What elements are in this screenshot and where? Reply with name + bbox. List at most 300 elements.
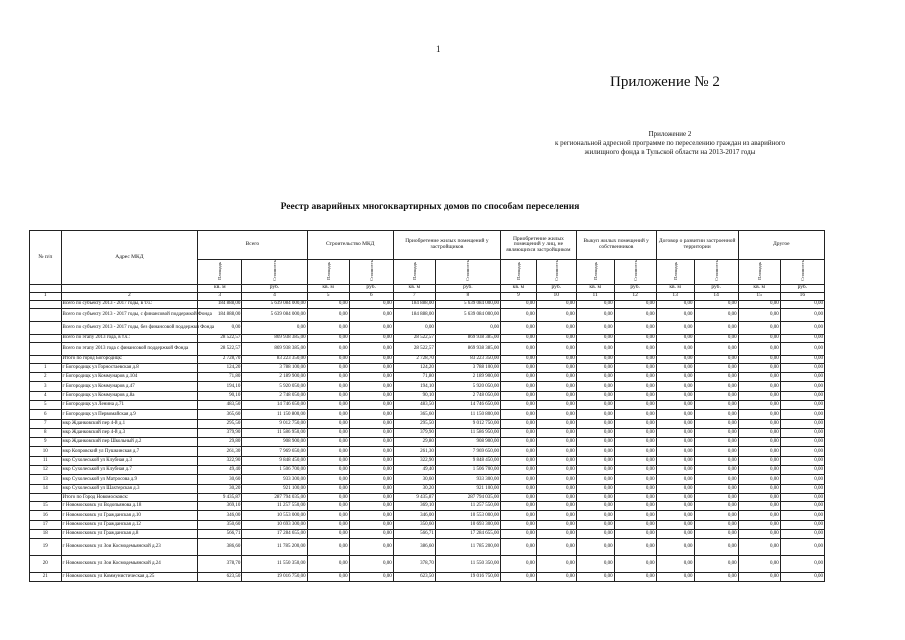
header-unit-area: кв. м <box>576 284 614 292</box>
cell-area: 0,00 <box>501 382 537 391</box>
summary-row <box>30 321 825 334</box>
header-row-groups <box>30 231 825 260</box>
cell-area: 0,00 <box>501 539 537 556</box>
row-address: Итого по Город Новомосковск: <box>61 493 198 501</box>
cell-area: 0,00 <box>501 321 537 334</box>
column-number: 5 <box>307 292 349 300</box>
header-group-purchase-others: Приобретение жилых помещений у лиц, не являющихся застройщиком <box>501 231 577 260</box>
cell-cost: 0,00 <box>694 539 738 556</box>
cell-area: 0,00 <box>576 484 614 493</box>
cell-cost: 0,00 <box>536 573 576 582</box>
table-row <box>30 573 825 582</box>
cell-cost: 0,00 <box>349 529 393 538</box>
cell-cost: 1 506 700,00 <box>435 466 500 475</box>
cell-area: 350,60 <box>198 520 242 529</box>
cell-cost: 0,00 <box>780 382 824 391</box>
cell-area: 0,00 <box>576 355 614 363</box>
appendix-subtitle-line: жилищного фонда в Тульской области на 2013-2017 годы <box>584 148 756 156</box>
cell-area: 0,00 <box>738 475 780 484</box>
cell-cost: 0,00 <box>614 342 656 355</box>
cell-cost: 0,00 <box>614 466 656 475</box>
cell-area: 623,50 <box>393 573 435 582</box>
cell-cost: 0,00 <box>349 511 393 520</box>
cell-cost: 0,00 <box>435 321 500 334</box>
header-unit-area: кв. м <box>307 284 349 292</box>
cell-cost: 0,00 <box>349 493 393 501</box>
cell-cost: 933 300,00 <box>242 475 307 484</box>
cell-cost: 14 746 650,00 <box>435 400 500 409</box>
row-number <box>30 342 62 355</box>
cell-cost: 83 223 350,00 <box>435 355 500 363</box>
row-address: г Богородицк ул Ленина д.71 <box>61 400 198 409</box>
cell-area: 322,90 <box>393 456 435 465</box>
cell-cost: 0,00 <box>780 573 824 582</box>
header-area-label: Площадь <box>515 261 521 280</box>
cell-area: 386,60 <box>198 539 242 556</box>
cell-area: 0,00 <box>501 355 537 363</box>
row-number: 1 <box>30 363 62 372</box>
cell-area: 0,00 <box>656 501 694 510</box>
row-number: 18 <box>30 529 62 538</box>
cell-cost: 2 748 050,00 <box>435 391 500 400</box>
cell-area: 49,40 <box>198 466 242 475</box>
cell-area: 0,00 <box>576 447 614 456</box>
row-address: г Богородицк ул Первомайская д.9 <box>61 410 198 419</box>
row-address: г Новомосковск ул Гражданская д.12 <box>61 520 198 529</box>
cell-cost: 9 848 450,00 <box>435 456 500 465</box>
cell-area: 0,00 <box>307 308 349 321</box>
cell-area: 0,00 <box>656 321 694 334</box>
cell-cost: 0,00 <box>614 573 656 582</box>
cell-cost: 3 788 100,00 <box>242 363 307 372</box>
cell-cost: 5 639 084 000,00 <box>435 300 500 308</box>
cell-area: 0,00 <box>501 466 537 475</box>
cell-area: 0,00 <box>501 484 537 493</box>
cell-cost: 2 189 900,00 <box>435 373 500 382</box>
header-area <box>198 260 242 285</box>
cell-area: 2 728,70 <box>198 355 242 363</box>
cell-area: 0,00 <box>501 342 537 355</box>
cell-area: 0,00 <box>576 363 614 372</box>
cell-cost: 0,00 <box>536 391 576 400</box>
row-number: 19 <box>30 539 62 556</box>
cell-area: 0,00 <box>738 511 780 520</box>
cell-cost: 0,00 <box>349 373 393 382</box>
cell-area: 0,00 <box>738 382 780 391</box>
row-address: г Новомосковск ул Водопьянова д.18 <box>61 501 198 510</box>
cell-area: 0,00 <box>307 438 349 447</box>
cell-area: 0,00 <box>656 573 694 582</box>
cell-area: 350,60 <box>393 520 435 529</box>
cell-cost: 9 012 750,00 <box>435 419 500 428</box>
cell-cost: 0,00 <box>536 410 576 419</box>
column-number: 12 <box>614 292 656 300</box>
cell-area: 0,00 <box>576 428 614 437</box>
cell-cost: 3 788 100,00 <box>435 363 500 372</box>
cell-cost: 5 639 084 000,00 <box>435 308 500 321</box>
cell-area: 0,00 <box>738 334 780 342</box>
cell-cost: 0,00 <box>614 391 656 400</box>
cell-cost: 0,00 <box>694 573 738 582</box>
cell-area: 29,80 <box>393 438 435 447</box>
cell-cost: 17 284 655,00 <box>435 529 500 538</box>
cell-area: 0,00 <box>738 410 780 419</box>
cell-area: 0,00 <box>307 373 349 382</box>
header-area <box>393 260 435 285</box>
cell-area: 0,00 <box>738 428 780 437</box>
cell-area: 0,00 <box>501 419 537 428</box>
cell-area: 0,00 <box>656 520 694 529</box>
cell-cost: 0,00 <box>694 484 738 493</box>
header-unit-cost: руб. <box>536 284 576 292</box>
table-row <box>30 456 825 465</box>
cell-cost: 0,00 <box>614 456 656 465</box>
cell-cost: 0,00 <box>614 355 656 363</box>
table-row <box>30 438 825 447</box>
cell-cost: 0,00 <box>349 456 393 465</box>
column-number: 3 <box>198 292 242 300</box>
table-row <box>30 484 825 493</box>
summary-row <box>30 308 825 321</box>
row-number <box>30 308 62 321</box>
cell-area: 0,00 <box>656 438 694 447</box>
header-row-units <box>30 284 825 292</box>
row-address: г Новомосковск ул Гражданская д.8 <box>61 529 198 538</box>
table-row <box>30 410 825 419</box>
header-unit-blank <box>61 284 198 292</box>
column-number: 10 <box>536 292 576 300</box>
row-address: мкр Сухолеськой ул Клубная д.7 <box>61 466 198 475</box>
cell-cost: 0,00 <box>780 373 824 382</box>
cell-cost: 0,00 <box>780 363 824 372</box>
header-group-total: Всего <box>198 231 307 260</box>
cell-area: 0,00 <box>307 334 349 342</box>
cell-area: 0,00 <box>501 556 537 573</box>
row-number: 7 <box>30 419 62 428</box>
cell-area: 0,00 <box>501 511 537 520</box>
header-cost <box>242 260 307 285</box>
cell-area: 0,00 <box>307 520 349 529</box>
cell-cost: 0,00 <box>694 308 738 321</box>
cell-area: 261,30 <box>393 447 435 456</box>
cell-cost: 0,00 <box>694 529 738 538</box>
cell-cost: 0,00 <box>349 556 393 573</box>
cell-cost: 11 257 550,00 <box>435 501 500 510</box>
cell-cost: 0,00 <box>694 334 738 342</box>
header-area <box>738 260 780 285</box>
cell-cost: 0,00 <box>614 410 656 419</box>
cell-area: 0,00 <box>501 501 537 510</box>
cell-area: 49,40 <box>393 466 435 475</box>
header-cost-label: Стоимость <box>271 260 277 282</box>
cell-cost: 0,00 <box>536 556 576 573</box>
cell-cost: 0,00 <box>536 382 576 391</box>
cell-cost: 0,00 <box>536 475 576 484</box>
cell-area: 0,00 <box>576 400 614 409</box>
header-cost <box>780 260 824 285</box>
cell-cost: 0,00 <box>536 363 576 372</box>
cell-area: 295,50 <box>198 419 242 428</box>
row-number: 9 <box>30 438 62 447</box>
header-cost <box>536 260 576 285</box>
cell-cost: 0,00 <box>536 400 576 409</box>
column-number: 13 <box>656 292 694 300</box>
cell-area: 0,00 <box>501 308 537 321</box>
row-address: Всего по субъекту 2013 - 2017 годы, без финансовой поддержки Фонда <box>61 321 198 334</box>
header-cost-label: Стоимость <box>465 260 471 282</box>
cell-area: 0,00 <box>307 410 349 419</box>
cell-area: 0,00 <box>656 511 694 520</box>
row-address: г Новомосковск ул Гражданская д.10 <box>61 511 198 520</box>
cell-area: 346,00 <box>393 511 435 520</box>
cell-area: 0,00 <box>501 573 537 582</box>
table-row <box>30 419 825 428</box>
cell-cost: 11 150 800,00 <box>435 410 500 419</box>
cell-cost: 0,00 <box>614 501 656 510</box>
registry-table-wrapper <box>29 230 825 582</box>
row-address: мкр Сухолеськой ул Шахтерская д.3 <box>61 484 198 493</box>
cell-area: 0,00 <box>738 493 780 501</box>
cell-cost: 0,00 <box>349 300 393 308</box>
cell-cost: 0,00 <box>536 308 576 321</box>
cell-cost: 0,00 <box>614 529 656 538</box>
cell-area: 124,20 <box>393 363 435 372</box>
cell-cost: 0,00 <box>536 355 576 363</box>
cell-area: 28 522,57 <box>393 342 435 355</box>
cell-area: 295,50 <box>393 419 435 428</box>
cell-cost: 0,00 <box>349 501 393 510</box>
summary-row <box>30 334 825 342</box>
cell-area: 378,70 <box>393 556 435 573</box>
cell-area: 378,70 <box>198 556 242 573</box>
cell-area: 0,00 <box>656 334 694 342</box>
cell-cost: 0,00 <box>780 501 824 510</box>
cell-area: 0,00 <box>501 391 537 400</box>
row-address: мкр Копровский ул Пушкинская д.7 <box>61 447 198 456</box>
row-number: 20 <box>30 556 62 573</box>
cell-cost: 0,00 <box>694 355 738 363</box>
cell-area: 0,00 <box>307 400 349 409</box>
cell-cost: 0,00 <box>349 428 393 437</box>
column-number: 2 <box>61 292 198 300</box>
header-cost-label: Стоимость <box>368 260 374 282</box>
cell-area: 0,00 <box>738 539 780 556</box>
page-number: 1 <box>436 44 441 54</box>
row-address: мкр Жданковский пер 4-й д.3 <box>61 428 198 437</box>
cell-cost: 0,00 <box>780 475 824 484</box>
cell-area: 0,00 <box>307 529 349 538</box>
cell-cost: 0,00 <box>349 466 393 475</box>
cell-cost: 0,00 <box>536 300 576 308</box>
cell-area: 0,00 <box>307 456 349 465</box>
row-address: г Новомосковск ул Зои Космодемьянской д.24 <box>61 556 198 573</box>
cell-area: 0,00 <box>501 447 537 456</box>
header-no: № п/п <box>30 231 62 285</box>
cell-area: 0,00 <box>501 475 537 484</box>
cell-area: 0,00 <box>656 400 694 409</box>
cell-area: 0,00 <box>738 363 780 372</box>
cell-area: 0,00 <box>656 466 694 475</box>
cell-cost: 0,00 <box>536 447 576 456</box>
cell-area: 30,60 <box>393 475 435 484</box>
cell-area: 0,00 <box>656 355 694 363</box>
cell-cost: 0,00 <box>694 438 738 447</box>
header-cost <box>614 260 656 285</box>
registry-table-body <box>30 300 825 582</box>
cell-cost: 0,00 <box>349 342 393 355</box>
cell-area: 0,00 <box>656 475 694 484</box>
cell-area: 0,00 <box>576 438 614 447</box>
row-address: г Богородицк ул Горностаевская д.8 <box>61 363 198 372</box>
cell-cost: 0,00 <box>349 382 393 391</box>
cell-area: 0,00 <box>576 419 614 428</box>
summary-row <box>30 300 825 308</box>
group-total-row <box>30 493 825 501</box>
cell-area: 124,20 <box>198 363 242 372</box>
row-number: 6 <box>30 410 62 419</box>
header-group-purchase-developers: Приобретение жилых помещений у застройщиков <box>393 231 500 260</box>
cell-cost: 0,00 <box>694 556 738 573</box>
cell-cost: 0,00 <box>614 373 656 382</box>
registry-table <box>29 230 825 582</box>
appendix-subtitle-line: Приложение 2 <box>648 130 692 138</box>
cell-cost: 0,00 <box>694 520 738 529</box>
cell-area: 9 435,87 <box>393 493 435 501</box>
cell-cost: 0,00 <box>614 363 656 372</box>
cell-cost: 0,00 <box>694 447 738 456</box>
cell-cost: 0,00 <box>536 428 576 437</box>
cell-area: 0,00 <box>738 438 780 447</box>
cell-cost: 0,00 <box>780 556 824 573</box>
cell-cost: 0,00 <box>614 438 656 447</box>
cell-cost: 0,00 <box>614 493 656 501</box>
cell-area: 0,00 <box>501 438 537 447</box>
header-area-label: Площадь <box>756 261 762 280</box>
cell-area: 0,00 <box>738 520 780 529</box>
cell-area: 0,00 <box>307 321 349 334</box>
cell-cost: 0,00 <box>614 382 656 391</box>
column-number: 1 <box>30 292 62 300</box>
cell-cost: 10 693 300,00 <box>242 520 307 529</box>
cell-cost: 0,00 <box>536 493 576 501</box>
table-row <box>30 391 825 400</box>
cell-cost: 11 257 550,00 <box>242 501 307 510</box>
cell-area: 0,00 <box>656 300 694 308</box>
cell-cost: 0,00 <box>536 520 576 529</box>
cell-area: 0,00 <box>656 382 694 391</box>
cell-area: 0,00 <box>738 419 780 428</box>
table-row <box>30 466 825 475</box>
cell-area: 0,00 <box>656 410 694 419</box>
cell-cost: 0,00 <box>694 391 738 400</box>
header-group-development: Договор о развитии застроенной территории <box>656 231 738 260</box>
cell-cost: 0,00 <box>694 493 738 501</box>
row-address: мкр Жданковский пер Школьный д.2 <box>61 438 198 447</box>
header-group-other: Другое <box>738 231 824 260</box>
row-number <box>30 321 62 334</box>
cell-area: 184 888,00 <box>393 308 435 321</box>
cell-area: 0,00 <box>738 501 780 510</box>
cell-cost: 869 938 385,00 <box>435 334 500 342</box>
row-address: г Богородицк ул Коммунаров д.104 <box>61 373 198 382</box>
header-group-buyout: Выкуп жилых помещений у собственников <box>576 231 656 260</box>
header-area <box>307 260 349 285</box>
cell-area: 71,80 <box>393 373 435 382</box>
cell-cost: 0,00 <box>614 511 656 520</box>
cell-cost: 2 189 900,00 <box>242 373 307 382</box>
table-row <box>30 475 825 484</box>
table-row <box>30 382 825 391</box>
cell-cost: 869 938 385,00 <box>242 342 307 355</box>
cell-cost: 0,00 <box>349 475 393 484</box>
cell-cost: 0,00 <box>536 539 576 556</box>
header-unit-cost: руб. <box>780 284 824 292</box>
cell-cost: 0,00 <box>536 501 576 510</box>
cell-cost: 11 586 950,00 <box>242 428 307 437</box>
table-row <box>30 520 825 529</box>
row-number: 4 <box>30 391 62 400</box>
cell-area: 29,80 <box>198 438 242 447</box>
row-number: 8 <box>30 428 62 437</box>
cell-cost: 0,00 <box>694 511 738 520</box>
cell-cost: 0,00 <box>614 539 656 556</box>
cell-area: 28 522,57 <box>393 334 435 342</box>
cell-cost: 0,00 <box>536 419 576 428</box>
cell-area: 346,00 <box>198 511 242 520</box>
column-number: 11 <box>576 292 614 300</box>
row-number: 15 <box>30 501 62 510</box>
cell-area: 0,00 <box>307 391 349 400</box>
cell-cost: 83 223 350,00 <box>242 355 307 363</box>
cell-area: 0,00 <box>501 456 537 465</box>
cell-cost: 0,00 <box>780 334 824 342</box>
column-number: 15 <box>738 292 780 300</box>
cell-cost: 0,00 <box>349 438 393 447</box>
cell-area: 0,00 <box>576 520 614 529</box>
cell-area: 0,00 <box>738 573 780 582</box>
header-area <box>656 260 694 285</box>
cell-area: 0,00 <box>501 363 537 372</box>
column-number: 9 <box>501 292 537 300</box>
header-cost <box>435 260 500 285</box>
cell-area: 0,00 <box>738 466 780 475</box>
summary-row <box>30 342 825 355</box>
cell-area: 0,00 <box>576 573 614 582</box>
cell-cost: 0,00 <box>694 456 738 465</box>
cell-cost: 11 550 350,00 <box>242 556 307 573</box>
row-number: 14 <box>30 484 62 493</box>
cell-area: 0,00 <box>576 556 614 573</box>
cell-cost: 7 969 650,00 <box>435 447 500 456</box>
header-cost-label: Стоимость <box>713 260 719 282</box>
cell-area: 28 522,57 <box>198 342 242 355</box>
header-area-label: Площадь <box>411 261 417 280</box>
row-address: Всего по этапу 2013 года, в т.ч.: <box>61 334 198 342</box>
cell-cost: 11 785 200,00 <box>435 539 500 556</box>
cell-area: 0,00 <box>576 456 614 465</box>
cell-cost: 0,00 <box>694 400 738 409</box>
cell-cost: 0,00 <box>780 355 824 363</box>
cell-area: 0,00 <box>738 391 780 400</box>
cell-area: 0,00 <box>501 428 537 437</box>
row-address: г Новомосковск ул Зои Космодемьянской д.23 <box>61 539 198 556</box>
cell-area: 0,00 <box>656 529 694 538</box>
cell-area: 0,00 <box>656 308 694 321</box>
cell-cost: 0,00 <box>780 300 824 308</box>
header-unit-cost: руб. <box>614 284 656 292</box>
cell-cost: 0,00 <box>614 400 656 409</box>
row-address: Всего по этапу 2013 года с финансовой поддержкой Фонда <box>61 342 198 355</box>
